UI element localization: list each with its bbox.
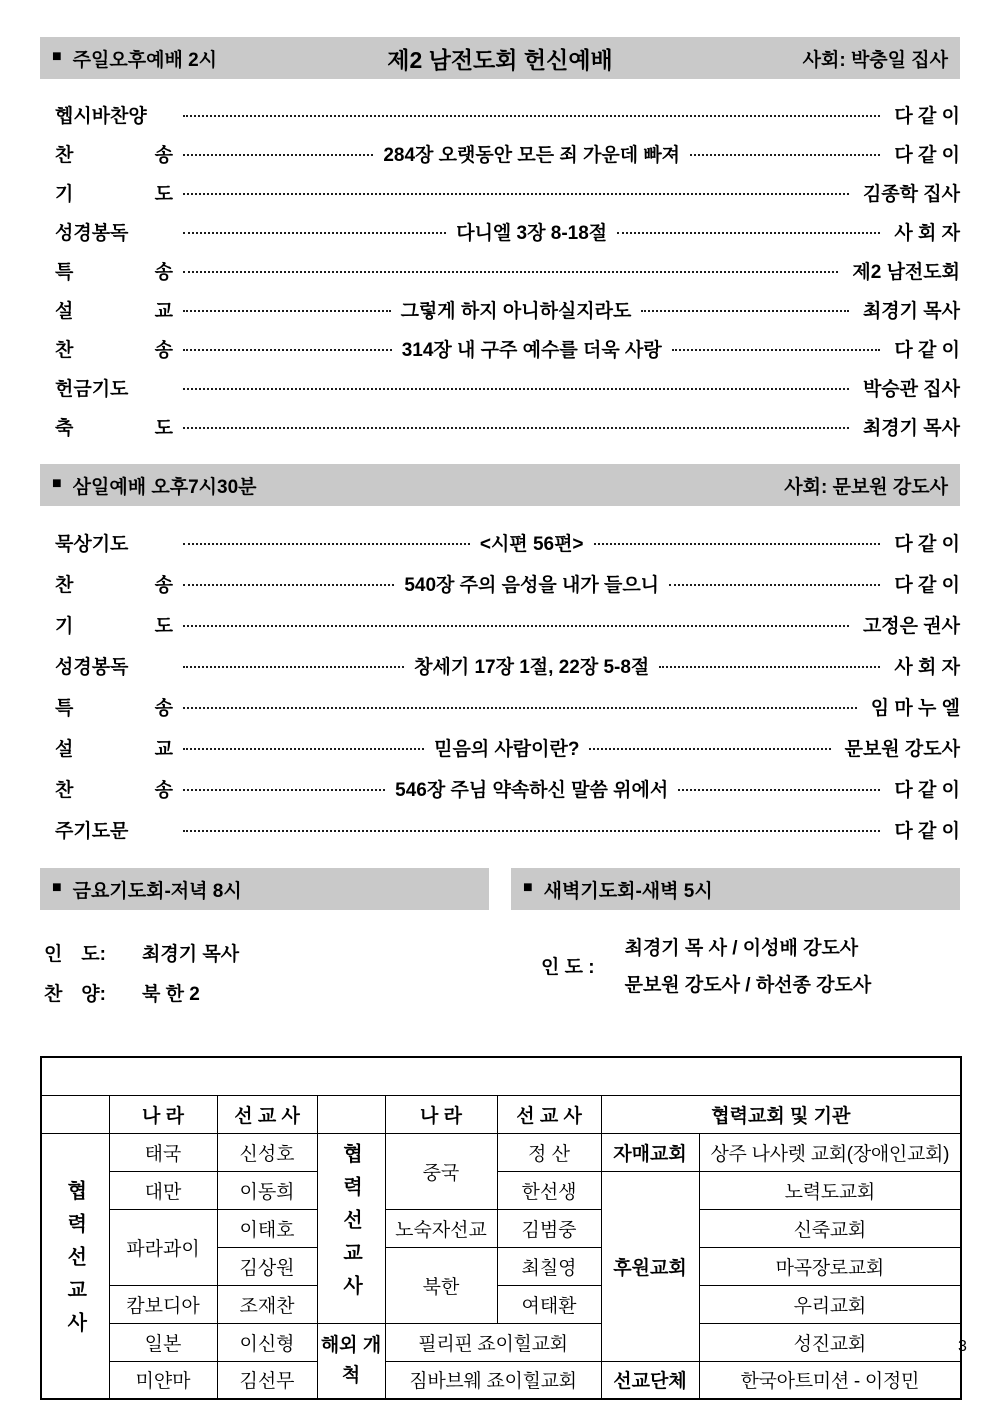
worship-item-value: 사 회 자 — [894, 657, 961, 678]
dotted-leader — [183, 388, 849, 390]
header-missionary: 선 교 사 — [217, 1095, 317, 1133]
worship-row — [55, 645, 960, 686]
worship-item-label: 기 도 — [55, 616, 173, 637]
worship-item-detail: 540장 주의 음성을 내가 들으니 — [404, 575, 660, 596]
partner-church-cell: 우리교회 — [699, 1285, 961, 1323]
overseas-group-label: 해외 개척 — [317, 1323, 385, 1399]
worship-item-detail: 그렇게 하지 아니하실지라도 — [400, 301, 632, 322]
detail-label: 인 도: — [44, 943, 106, 965]
country-cell: 북한 — [385, 1247, 497, 1323]
missions-table-title: 파송/협력 선교사 - 협력교회/기관 — [41, 1057, 961, 1095]
worship-item-value: 김종학 집사 — [862, 184, 960, 205]
dotted-leader — [183, 154, 373, 156]
worship-item-label: 헌금기도 — [55, 379, 129, 400]
friday-prayer-column — [40, 868, 489, 1012]
detail-value: 북 한 2 — [142, 983, 200, 1005]
worship-row — [55, 604, 960, 645]
partner-church-cell: 노력도교회 — [699, 1171, 961, 1209]
worship-item-value: 다 같 이 — [894, 575, 960, 596]
worship-item-detail: 다니엘 3장 8-18절 — [456, 223, 608, 244]
detail-label: 인 도 : — [541, 956, 595, 978]
worship-row — [55, 173, 960, 212]
section-header-left — [52, 45, 217, 72]
worship-item-detail: 284장 오랫동안 모든 죄 가운데 빠져 — [383, 145, 681, 166]
section-header-left — [523, 876, 713, 903]
group-label-cell: 선교단체 — [601, 1361, 699, 1399]
missionary-cell: 정 산 — [497, 1133, 601, 1171]
group-label-cell: 자매교회 — [601, 1133, 699, 1171]
dotted-leader — [183, 427, 849, 429]
table-row — [41, 1361, 961, 1399]
missions-table — [40, 1056, 962, 1400]
dotted-leader — [690, 154, 880, 156]
country-cell: 캄보디아 — [109, 1285, 217, 1323]
table-row — [41, 1171, 961, 1209]
country-cell: 일본 — [109, 1323, 217, 1361]
service-main-title: 제2 남전도회 헌신예배 — [387, 46, 613, 73]
worship-item-detail: 546장 주님 약속하신 말씀 위에서 — [395, 780, 669, 801]
friday-prayer-details — [44, 932, 489, 1012]
worship-row — [55, 522, 960, 563]
dotted-leader — [183, 349, 392, 351]
worship-row — [55, 563, 960, 604]
section-header-sunday-afternoon — [40, 37, 960, 79]
country-cell: 미얀마 — [109, 1361, 217, 1399]
worship-item-label: 기 도 — [55, 184, 173, 205]
partner-church-cell: 신죽교회 — [699, 1209, 961, 1247]
worship-row — [55, 212, 960, 251]
header-empty-cell — [41, 1095, 109, 1133]
page-number: 3 — [958, 1338, 967, 1355]
dotted-leader — [183, 666, 404, 668]
worship-item-label: 특 송 — [55, 698, 173, 719]
worship-row — [55, 809, 960, 850]
square-bullet-icon: ■ — [52, 48, 62, 65]
worship-item-value: 사 회 자 — [894, 223, 960, 244]
dotted-leader — [183, 625, 849, 627]
prayer-meetings-section — [40, 868, 960, 1012]
overseas-church-cell: 짐바브웨 죠이힐교회 — [385, 1361, 601, 1399]
dotted-leader — [594, 543, 881, 545]
presider-label: 사회: 문보원 강도사 — [784, 476, 948, 498]
missionary-cell: 김선무 — [217, 1361, 317, 1399]
worship-item-detail: 314장 내 구주 예수를 더욱 사랑 — [401, 340, 662, 361]
header-country: 나 라 — [109, 1095, 217, 1133]
worship-item-value: 임 마 누 엘 — [870, 698, 960, 719]
missionary-cell: 최칠영 — [497, 1247, 601, 1285]
worship-item-label: 설 교 — [55, 739, 173, 760]
worship-item-label: 헵시바찬양 — [55, 106, 147, 127]
detail-label: 찬 양: — [44, 983, 106, 1005]
country-cell: 노숙자선교 — [385, 1209, 497, 1247]
dawn-prayer-column — [511, 868, 960, 1012]
worship-row — [55, 95, 960, 134]
missionary-cell: 한선생 — [497, 1171, 601, 1209]
dotted-leader — [183, 310, 391, 312]
worship-item-detail: 창세기 17장 1절, 22장 5-8절 — [414, 657, 650, 678]
worship-order-list — [55, 95, 960, 446]
worship-row — [55, 368, 960, 407]
dotted-leader — [183, 193, 849, 195]
country-cell: 태국 — [109, 1133, 217, 1171]
dawn-leader-list — [625, 928, 872, 1002]
section-header-wednesday — [40, 464, 960, 506]
partner-church-cell: 상주 나사렛 교회(장애인교회) — [699, 1133, 961, 1171]
worship-item-detail: 믿음의 사람이란? — [434, 739, 580, 760]
table-row — [41, 1209, 961, 1247]
detail-value: 최경기 목사 — [142, 943, 240, 965]
worship-item-value: 최경기 목사 — [862, 301, 960, 322]
detail-line — [44, 972, 489, 1012]
detail-value: 최경기 목 사 / 이성배 강도사 — [624, 938, 859, 959]
header-missionary: 선 교 사 — [497, 1095, 601, 1133]
section-title: 삼일예배 오후7시30분 — [72, 476, 257, 498]
worship-item-label: 주기도문 — [55, 821, 129, 842]
worship-item-value: 다 같 이 — [894, 534, 961, 555]
worship-item-label: 찬 송 — [55, 145, 173, 166]
table-row — [41, 1285, 961, 1323]
dotted-leader — [659, 666, 880, 668]
worship-row — [55, 727, 960, 768]
worship-row — [55, 329, 960, 368]
missionary-cell: 조재찬 — [217, 1285, 317, 1323]
dotted-leader — [183, 584, 394, 586]
worship-row — [55, 686, 960, 727]
missionary-cell: 여태환 — [497, 1285, 601, 1323]
dotted-leader — [183, 543, 470, 545]
worship-item-label: 축 도 — [55, 418, 173, 439]
overseas-church-cell: 필리핀 죠이힐교회 — [385, 1323, 601, 1361]
worship-item-value: 박승관 집사 — [862, 379, 960, 400]
missionary-cell: 이태호 — [217, 1209, 317, 1247]
missionary-cell: 신성호 — [217, 1133, 317, 1171]
partner-church-cell: 성진교회 — [699, 1323, 961, 1361]
worship-item-value: 다 같 이 — [894, 821, 960, 842]
section-header-left — [52, 472, 256, 499]
header-partner-orgs: 협력교회 및 기관 — [601, 1095, 961, 1133]
worship-item-value: 다 같 이 — [894, 340, 960, 361]
dotted-leader — [183, 232, 446, 234]
vertical-group-label: 협력선교사 — [317, 1133, 385, 1323]
header-empty-cell — [317, 1095, 385, 1133]
worship-row — [55, 768, 960, 809]
missionary-cell: 이신형 — [217, 1323, 317, 1361]
square-bullet-icon: ■ — [52, 475, 62, 492]
table-row — [41, 1133, 961, 1171]
worship-item-value: 문보원 강도사 — [844, 739, 960, 760]
country-cell: 파라과이 — [109, 1209, 217, 1285]
worship-item-label: 특 송 — [55, 262, 173, 283]
country-cell: 중국 — [385, 1133, 497, 1209]
worship-row — [55, 407, 960, 446]
section-header-friday-prayer — [40, 868, 489, 910]
missionary-cell: 이동희 — [217, 1171, 317, 1209]
worship-item-label: 찬 송 — [55, 340, 173, 361]
worship-item-label: 찬 송 — [55, 780, 173, 801]
missionary-cell: 김범중 — [497, 1209, 601, 1247]
section-title: 새벽기도회-새벽 5시 — [543, 880, 713, 902]
worship-item-label: 성경봉독 — [55, 223, 129, 244]
dotted-leader — [183, 748, 424, 750]
worship-item-value: 다 같 이 — [894, 145, 961, 166]
country-cell: 대만 — [109, 1171, 217, 1209]
square-bullet-icon: ■ — [523, 879, 533, 896]
dotted-leader — [183, 115, 880, 117]
dotted-leader — [183, 789, 385, 791]
worship-item-label: 설 교 — [55, 301, 173, 322]
partner-church-cell: 한국아트미션 - 이정민 — [699, 1361, 961, 1399]
table-header-row — [41, 1095, 961, 1133]
presider-label: 사회: 박충일 집사 — [802, 49, 948, 71]
vertical-group-label: 협력선교사 — [41, 1133, 109, 1399]
worship-item-label: 찬 송 — [55, 575, 173, 596]
dotted-leader — [678, 789, 880, 791]
section-title: 금요기도회-저녁 8시 — [72, 880, 242, 902]
worship-item-value: 다 같 이 — [894, 106, 960, 127]
dotted-leader — [641, 310, 849, 312]
worship-order-list — [55, 522, 960, 850]
section-header-left — [52, 876, 242, 903]
worship-item-detail: <시편 56편> — [479, 534, 584, 555]
group-label-cell: 후원교회 — [601, 1171, 699, 1361]
square-bullet-icon: ■ — [52, 879, 62, 896]
dotted-leader — [183, 271, 838, 273]
worship-row — [55, 134, 960, 173]
dotted-leader — [669, 584, 880, 586]
detail-value: 문보원 강도사 / 하선종 강도사 — [624, 975, 872, 996]
worship-item-value: 고정은 권사 — [862, 616, 960, 637]
dotted-leader — [617, 232, 880, 234]
worship-item-value: 다 같 이 — [894, 780, 961, 801]
table-row — [41, 1323, 961, 1361]
dotted-leader — [183, 830, 880, 832]
worship-item-label: 묵상기도 — [55, 534, 129, 555]
worship-item-value: 제2 남전도회 — [852, 262, 960, 283]
worship-row — [55, 290, 960, 329]
worship-row — [55, 251, 960, 290]
section-header-dawn-prayer — [511, 868, 960, 910]
detail-line — [44, 932, 489, 972]
header-country: 나 라 — [385, 1095, 497, 1133]
worship-item-label: 성경봉독 — [55, 657, 129, 678]
partner-church-cell: 마곡장로교회 — [699, 1247, 961, 1285]
dawn-prayer-details — [541, 928, 960, 1002]
dotted-leader — [589, 748, 830, 750]
dotted-leader — [672, 349, 881, 351]
dotted-leader — [183, 707, 857, 709]
table-title-row — [41, 1057, 961, 1095]
worship-item-value: 최경기 목사 — [862, 418, 960, 439]
section-title: 주일오후예배 2시 — [72, 49, 217, 71]
missionary-cell: 김상원 — [217, 1247, 317, 1285]
